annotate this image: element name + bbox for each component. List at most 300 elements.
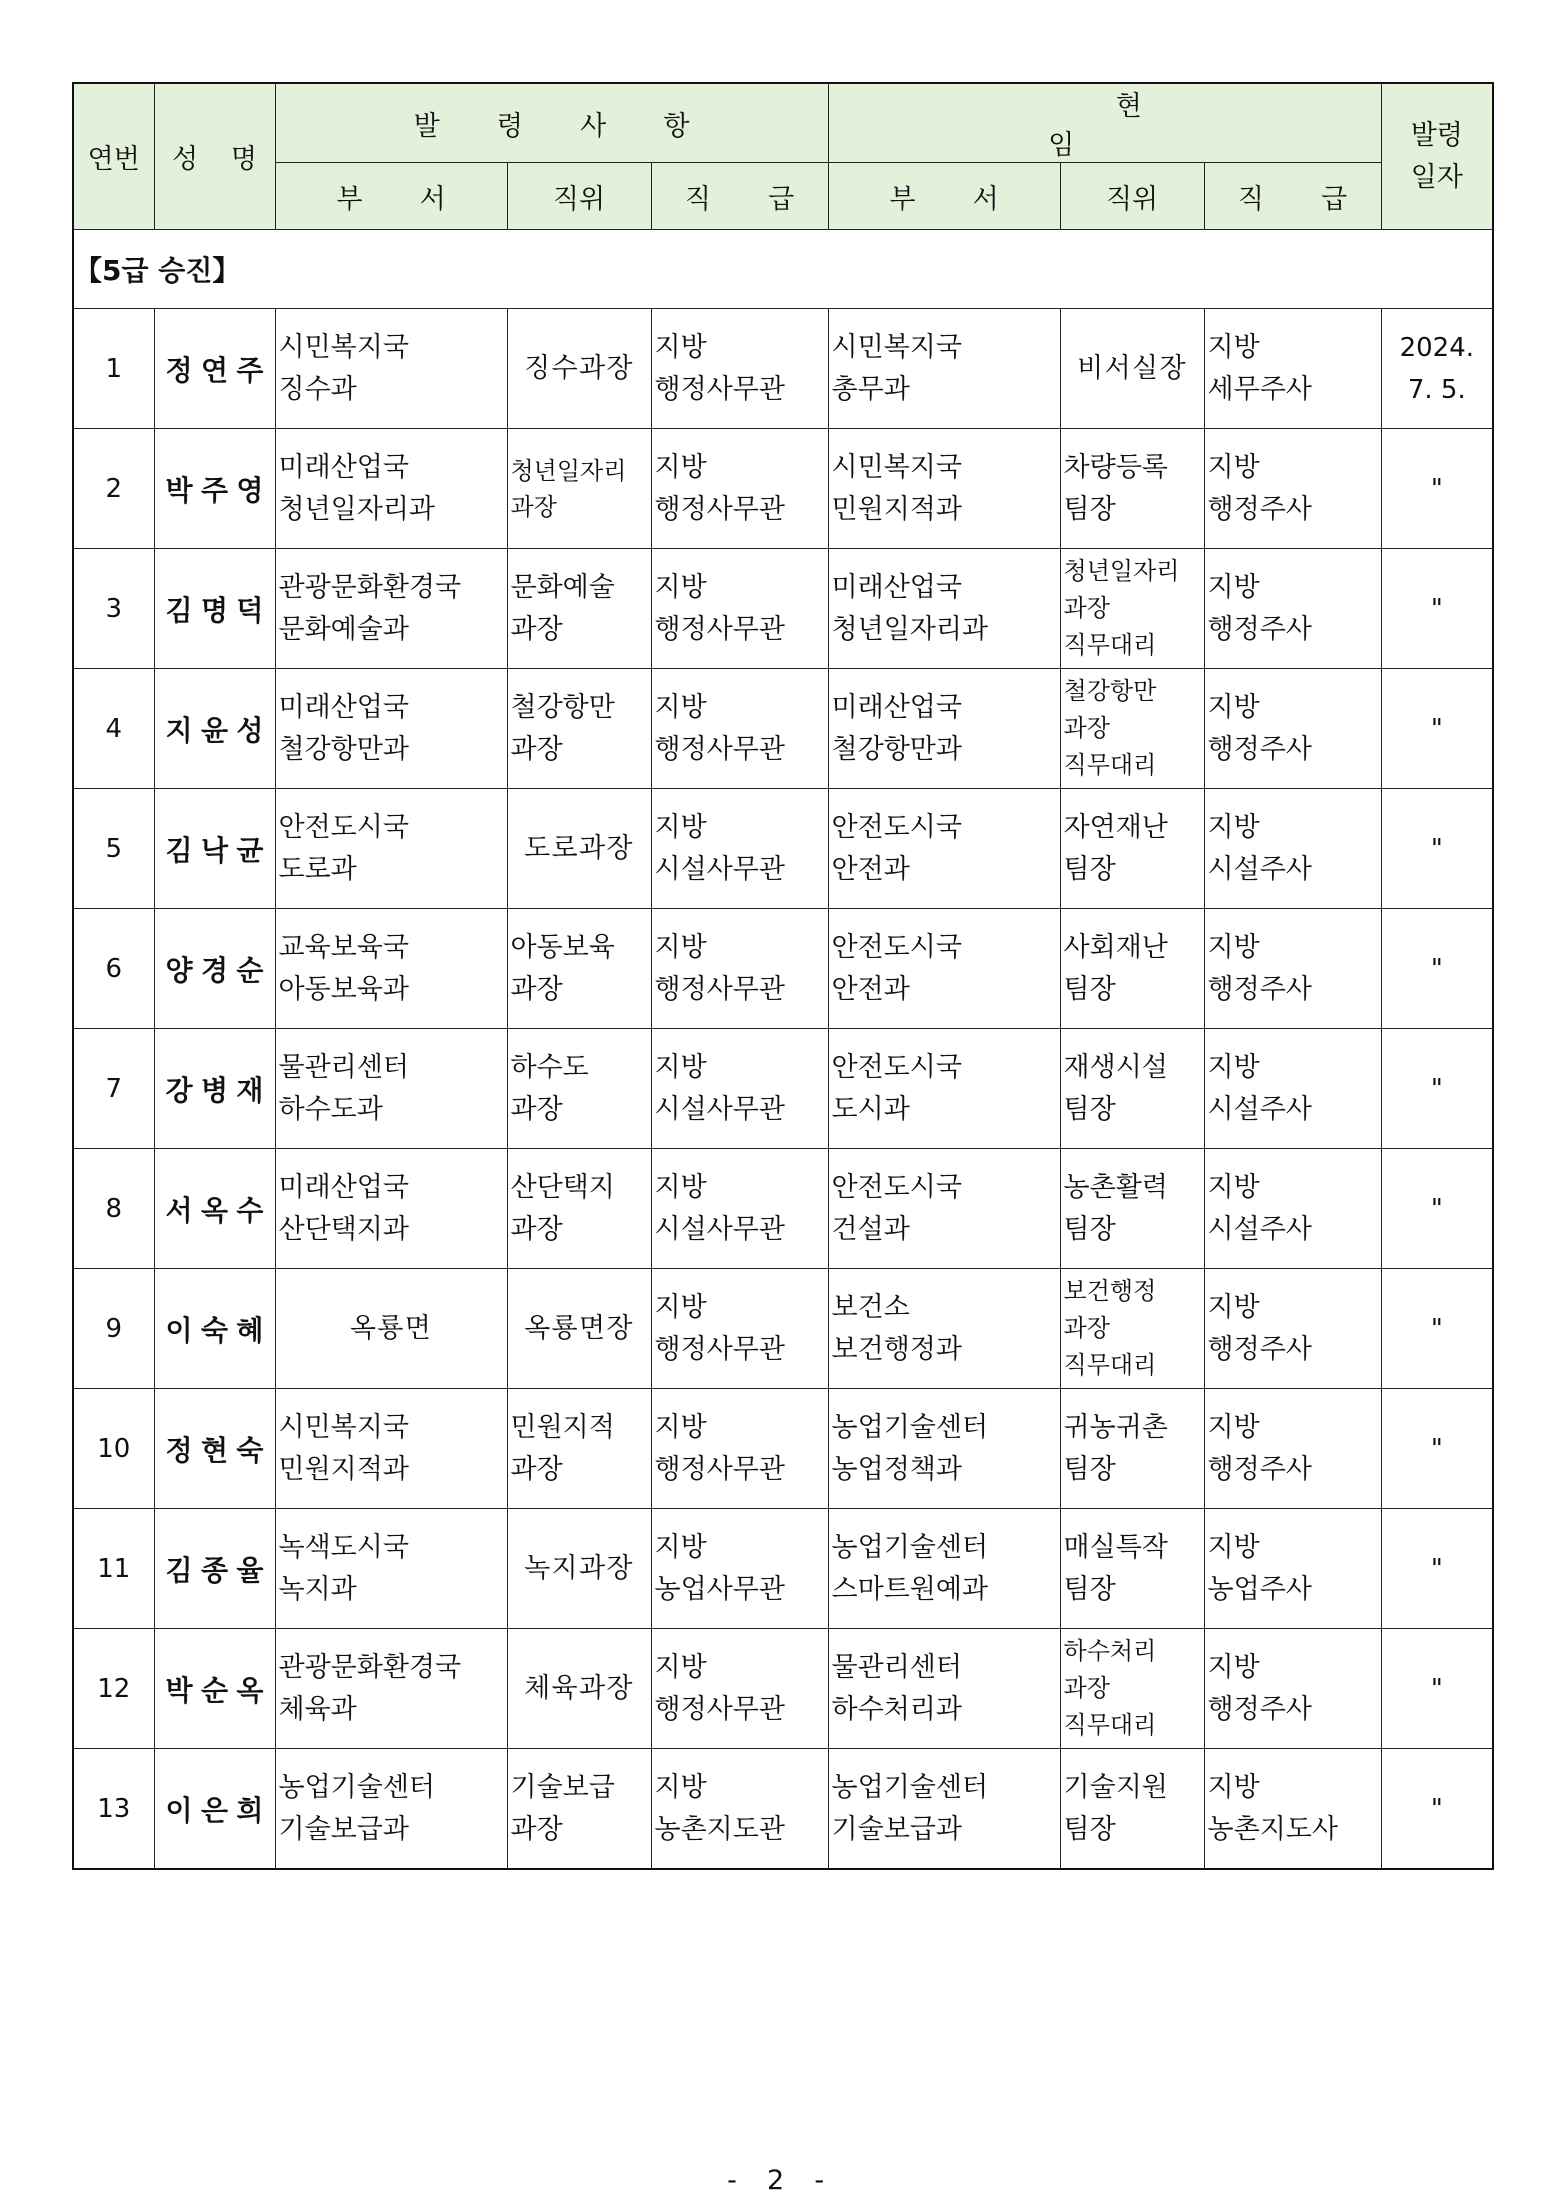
current-grade-line: 시설주사 <box>1207 1093 1312 1125</box>
new-position-line: 기술보급 <box>510 1771 615 1803</box>
new-department-line: 물관리센터 <box>278 1051 409 1083</box>
table-row <box>73 909 1493 1029</box>
table-header <box>73 83 1493 230</box>
new-department-line: 문화예술과 <box>278 613 409 645</box>
current-position-line: 팀장 <box>1063 493 1116 525</box>
appointment-date <box>1381 1269 1493 1389</box>
new-position-line: 산단택지 <box>510 1171 615 1203</box>
current-grade-line: 행정주사 <box>1207 1453 1312 1485</box>
current-grade-line: 농촌지도사 <box>1207 1813 1338 1845</box>
new-grade-line: 행정사무관 <box>654 733 785 765</box>
current-position-line: 팀장 <box>1063 1573 1116 1605</box>
header-new-position: 직위 <box>507 163 651 230</box>
current-department-line: 민원지적과 <box>831 493 962 525</box>
new-position <box>507 1149 651 1269</box>
employee-name: 지윤성 <box>154 669 275 789</box>
current-grade <box>1204 309 1381 429</box>
page-number: - 2 - <box>727 2165 835 2196</box>
new-grade-line: 농업사무관 <box>654 1573 785 1605</box>
current-department-line: 미래산업국 <box>831 691 962 723</box>
section-title: 【5급 승진】 <box>73 230 1493 309</box>
new-department-line: 관광문화환경국 <box>278 571 462 603</box>
current-grade <box>1204 1509 1381 1629</box>
row-number: 4 <box>73 669 154 789</box>
current-department-line: 시민복지국 <box>831 451 962 483</box>
current-grade-line: 행정주사 <box>1207 493 1312 525</box>
current-grade-line: 지방 <box>1207 811 1260 843</box>
new-grade-line: 지방 <box>654 451 707 483</box>
current-grade-line: 지방 <box>1207 691 1260 723</box>
new-department-line: 녹색도시국 <box>278 1531 409 1563</box>
current-department-line: 농업기술센터 <box>831 1771 989 1803</box>
new-department <box>275 1509 507 1629</box>
current-position-line: 과장 <box>1063 594 1110 622</box>
current-department-line: 스마트원예과 <box>831 1573 989 1605</box>
header-appointment: 발 령 사 항 <box>275 83 828 163</box>
current-grade-line: 시설주사 <box>1207 853 1312 885</box>
appointment-date <box>1381 1629 1493 1749</box>
appointment-date-line: 2024. <box>1399 332 1475 363</box>
new-department <box>275 309 507 429</box>
new-grade-line: 지방 <box>654 691 707 723</box>
current-department-line: 하수처리과 <box>831 1693 962 1725</box>
new-grade-line: 지방 <box>654 811 707 843</box>
new-position-line: 아동보육 <box>510 931 615 963</box>
new-department-line: 기술보급과 <box>278 1813 409 1845</box>
current-position-line: 자연재난 <box>1063 811 1168 843</box>
new-department <box>275 1629 507 1749</box>
current-position-line: 팀장 <box>1063 1093 1116 1125</box>
current-grade <box>1204 1149 1381 1269</box>
new-grade-line: 지방 <box>654 1411 707 1443</box>
table-row <box>73 1629 1493 1749</box>
new-department-line: 징수과 <box>278 373 357 405</box>
new-grade-line: 행정사무관 <box>654 613 785 645</box>
appointment-date-line: " <box>1430 1793 1443 1824</box>
header-cur-dept: 부 서 <box>828 163 1060 230</box>
new-department-line: 관광문화환경국 <box>278 1651 462 1683</box>
employee-name: 김종율 <box>154 1509 275 1629</box>
header-seq: 연번 <box>73 83 154 230</box>
employee-name: 강병재 <box>154 1029 275 1149</box>
current-position-line: 과장 <box>1063 1674 1110 1702</box>
new-grade <box>651 549 828 669</box>
current-position-line: 귀농귀촌 <box>1063 1411 1168 1443</box>
current-position-line: 과장 <box>1063 714 1110 742</box>
new-department-line: 미래산업국 <box>278 451 409 483</box>
new-department-line: 미래산업국 <box>278 1171 409 1203</box>
employee-name: 이숙혜 <box>154 1269 275 1389</box>
new-department <box>275 429 507 549</box>
new-department-line: 옥룡면 <box>349 1312 433 1344</box>
new-position-line: 과장 <box>510 1813 563 1845</box>
current-grade <box>1204 909 1381 1029</box>
new-position-line: 하수도 <box>510 1051 589 1083</box>
employee-name: 이은희 <box>154 1749 275 1870</box>
current-position <box>1060 789 1204 909</box>
new-department <box>275 1149 507 1269</box>
current-department-line: 철강항만과 <box>831 733 962 765</box>
current-grade-line: 지방 <box>1207 1171 1260 1203</box>
current-grade-line: 지방 <box>1207 1651 1260 1683</box>
row-number: 8 <box>73 1149 154 1269</box>
current-grade-line: 행정주사 <box>1207 1693 1312 1725</box>
appointment-date-line: " <box>1430 953 1443 984</box>
new-position-line: 철강항만 <box>510 691 615 723</box>
new-department-line: 시민복지국 <box>278 1411 409 1443</box>
new-department <box>275 549 507 669</box>
current-grade-line: 지방 <box>1207 931 1260 963</box>
appointment-date-line: " <box>1430 1433 1443 1464</box>
new-department <box>275 1269 507 1389</box>
current-grade-line: 행정주사 <box>1207 613 1312 645</box>
current-department-line: 안전도시국 <box>831 931 962 963</box>
new-department-line: 미래산업국 <box>278 691 409 723</box>
current-grade-line: 행정주사 <box>1207 733 1312 765</box>
current-position-line: 팀장 <box>1063 1813 1116 1845</box>
current-department <box>828 549 1060 669</box>
new-grade-line: 지방 <box>654 1171 707 1203</box>
current-grade <box>1204 1029 1381 1149</box>
current-department <box>828 1629 1060 1749</box>
appointment-date-line: " <box>1430 713 1443 744</box>
table-row <box>73 549 1493 669</box>
current-department <box>828 429 1060 549</box>
new-grade <box>651 1749 828 1870</box>
current-position-line: 직무대리 <box>1063 631 1157 659</box>
current-position <box>1060 1029 1204 1149</box>
current-position-line: 팀장 <box>1063 1213 1116 1245</box>
new-position-line: 옥룡면장 <box>524 1312 634 1344</box>
new-position-line: 문화예술 <box>510 571 615 603</box>
new-grade <box>651 1029 828 1149</box>
current-position-line: 팀장 <box>1063 853 1116 885</box>
new-department-line: 민원지적과 <box>278 1453 409 1485</box>
new-grade-line: 지방 <box>654 931 707 963</box>
current-department-line: 안전도시국 <box>831 1171 962 1203</box>
new-position-line: 체육과장 <box>524 1672 634 1704</box>
current-grade <box>1204 429 1381 549</box>
current-grade <box>1204 1389 1381 1509</box>
appointment-date <box>1381 1149 1493 1269</box>
current-department-line: 보건행정과 <box>831 1333 962 1365</box>
new-grade-line: 지방 <box>654 1771 707 1803</box>
table-row <box>73 1749 1493 1870</box>
header-new-grade: 직 급 <box>651 163 828 230</box>
header-current: 현 임 <box>828 83 1381 163</box>
current-grade <box>1204 549 1381 669</box>
appointment-date-line: " <box>1430 833 1443 864</box>
new-position <box>507 549 651 669</box>
new-position-line: 도로과장 <box>524 832 634 864</box>
new-grade <box>651 669 828 789</box>
new-grade-line: 시설사무관 <box>654 1093 785 1125</box>
new-position <box>507 429 651 549</box>
new-position-line: 과장 <box>510 492 557 521</box>
appointment-date-line: " <box>1430 473 1443 504</box>
new-position-line: 과장 <box>510 613 563 645</box>
new-grade <box>651 429 828 549</box>
row-number: 3 <box>73 549 154 669</box>
table-row <box>73 789 1493 909</box>
new-position-line: 민원지적 <box>510 1411 615 1443</box>
new-position <box>507 1269 651 1389</box>
new-position <box>507 309 651 429</box>
appointment-date <box>1381 1509 1493 1629</box>
appointment-date <box>1381 909 1493 1029</box>
appointment-date-line: " <box>1430 1673 1443 1704</box>
new-grade-line: 시설사무관 <box>654 853 785 885</box>
current-department <box>828 1509 1060 1629</box>
header-cur-grade: 직 급 <box>1204 163 1381 230</box>
new-position <box>507 669 651 789</box>
current-grade-line: 지방 <box>1207 571 1260 603</box>
current-department-line: 안전과 <box>831 973 910 1005</box>
table-row <box>73 1389 1493 1509</box>
current-grade <box>1204 669 1381 789</box>
new-department <box>275 669 507 789</box>
new-department-line: 녹지과 <box>278 1573 357 1605</box>
new-department <box>275 1389 507 1509</box>
current-department <box>828 1029 1060 1149</box>
current-department-line: 기술보급과 <box>831 1813 962 1845</box>
appointment-date <box>1381 429 1493 549</box>
new-grade <box>651 1149 828 1269</box>
header-new-dept: 부 서 <box>275 163 507 230</box>
current-position-line: 철강항만 <box>1063 677 1157 705</box>
current-position <box>1060 309 1204 429</box>
new-position-line: 녹지과장 <box>524 1552 634 1584</box>
new-department-line: 농업기술센터 <box>278 1771 435 1803</box>
appointment-date-line: " <box>1430 593 1443 624</box>
new-grade-line: 농촌지도관 <box>654 1813 785 1845</box>
new-grade <box>651 909 828 1029</box>
new-grade-line: 지방 <box>654 1531 707 1563</box>
current-department-line: 물관리센터 <box>831 1651 962 1683</box>
current-department-line: 건설과 <box>831 1213 910 1245</box>
appointment-date-line: 7. 5. <box>1407 374 1466 405</box>
current-grade-line: 농업주사 <box>1207 1573 1312 1605</box>
new-grade-line: 지방 <box>654 1291 707 1323</box>
new-department-line: 하수도과 <box>278 1093 383 1125</box>
new-position <box>507 909 651 1029</box>
new-position-line: 과장 <box>510 1213 563 1245</box>
row-number: 7 <box>73 1029 154 1149</box>
new-position-line: 과장 <box>510 1093 563 1125</box>
current-department-line: 농업기술센터 <box>831 1411 989 1443</box>
new-department <box>275 789 507 909</box>
new-department <box>275 1749 507 1870</box>
current-position <box>1060 1629 1204 1749</box>
new-grade-line: 지방 <box>654 1651 707 1683</box>
new-position <box>507 1389 651 1509</box>
row-number: 10 <box>73 1389 154 1509</box>
new-position-line: 과장 <box>510 733 563 765</box>
current-position-line: 청년일자리 <box>1063 557 1180 585</box>
current-department-line: 시민복지국 <box>831 331 962 363</box>
current-position <box>1060 1269 1204 1389</box>
current-department <box>828 669 1060 789</box>
new-grade-line: 지방 <box>654 1051 707 1083</box>
table-row <box>73 1149 1493 1269</box>
new-department-line: 교육보육국 <box>278 931 409 963</box>
current-grade-line: 지방 <box>1207 1291 1260 1323</box>
current-department <box>828 1749 1060 1870</box>
row-number: 2 <box>73 429 154 549</box>
current-position-line: 직무대리 <box>1063 751 1157 779</box>
current-grade-line: 세무주사 <box>1207 373 1312 405</box>
new-grade-line: 행정사무관 <box>654 1333 785 1365</box>
employee-name: 김낙균 <box>154 789 275 909</box>
current-grade-line: 지방 <box>1207 1411 1260 1443</box>
header-cur-position: 직위 <box>1060 163 1204 230</box>
row-number: 1 <box>73 309 154 429</box>
current-position <box>1060 549 1204 669</box>
current-position <box>1060 1149 1204 1269</box>
employee-name: 양경순 <box>154 909 275 1029</box>
employee-name: 박순옥 <box>154 1629 275 1749</box>
employee-name: 김명덕 <box>154 549 275 669</box>
new-department-line: 안전도시국 <box>278 811 409 843</box>
current-position-line: 차량등록 <box>1063 451 1168 483</box>
current-department <box>828 1389 1060 1509</box>
new-position-line: 과장 <box>510 1453 563 1485</box>
current-department-line: 도시과 <box>831 1093 910 1125</box>
new-position-line: 청년일자리 <box>510 456 627 485</box>
appointment-date-line: " <box>1430 1553 1443 1584</box>
appointment-date <box>1381 1749 1493 1870</box>
new-grade-line: 행정사무관 <box>654 1453 785 1485</box>
appointment-date <box>1381 1389 1493 1509</box>
current-position <box>1060 1509 1204 1629</box>
header-date: 발령 일자 <box>1381 83 1493 230</box>
current-grade-line: 시설주사 <box>1207 1213 1312 1245</box>
current-grade <box>1204 1269 1381 1389</box>
current-position <box>1060 669 1204 789</box>
new-department-line: 아동보육과 <box>278 973 409 1005</box>
header-name: 성 명 <box>154 83 275 230</box>
current-position-line: 재생시설 <box>1063 1051 1168 1083</box>
current-department-line: 안전과 <box>831 853 910 885</box>
new-department <box>275 909 507 1029</box>
row-number: 11 <box>73 1509 154 1629</box>
table-row <box>73 1509 1493 1629</box>
current-department-line: 보건소 <box>831 1291 910 1323</box>
table-body <box>73 230 1493 1870</box>
new-grade-line: 시설사무관 <box>654 1213 785 1245</box>
new-grade <box>651 1389 828 1509</box>
current-department <box>828 909 1060 1029</box>
employee-name: 정연주 <box>154 309 275 429</box>
employee-name: 박주영 <box>154 429 275 549</box>
current-department <box>828 1269 1060 1389</box>
new-grade-line: 지방 <box>654 331 707 363</box>
appointment-date-line: " <box>1430 1313 1443 1344</box>
new-position <box>507 1029 651 1149</box>
current-position <box>1060 429 1204 549</box>
row-number: 6 <box>73 909 154 1029</box>
current-department-line: 청년일자리과 <box>831 613 989 645</box>
new-department-line: 산단택지과 <box>278 1213 409 1245</box>
current-position-line: 보건행정 <box>1063 1277 1157 1305</box>
current-position-line: 직무대리 <box>1063 1351 1157 1379</box>
current-department-line: 총무과 <box>831 373 910 405</box>
new-grade-line: 행정사무관 <box>654 373 785 405</box>
current-position-line: 농촌활력 <box>1063 1171 1168 1203</box>
current-position-line: 과장 <box>1063 1314 1110 1342</box>
current-department-line: 농업기술센터 <box>831 1531 989 1563</box>
new-position <box>507 1509 651 1629</box>
appointment-date <box>1381 309 1493 429</box>
current-grade-line: 지방 <box>1207 331 1260 363</box>
new-position <box>507 1629 651 1749</box>
table-row <box>73 309 1493 429</box>
current-department-line: 안전도시국 <box>831 811 962 843</box>
current-grade-line: 지방 <box>1207 1051 1260 1083</box>
new-department-line: 시민복지국 <box>278 331 409 363</box>
row-number: 5 <box>73 789 154 909</box>
current-position-line: 하수처리 <box>1063 1637 1157 1665</box>
current-position-line: 매실특작 <box>1063 1531 1168 1563</box>
current-position <box>1060 1389 1204 1509</box>
row-number: 13 <box>73 1749 154 1870</box>
appointment-date-line: " <box>1430 1073 1443 1104</box>
current-grade <box>1204 1629 1381 1749</box>
employee-name: 서옥수 <box>154 1149 275 1269</box>
current-position-line: 직무대리 <box>1063 1711 1157 1739</box>
new-grade <box>651 1629 828 1749</box>
current-position <box>1060 909 1204 1029</box>
new-grade-line: 행정사무관 <box>654 1693 785 1725</box>
table-row <box>73 429 1493 549</box>
current-department-line: 안전도시국 <box>831 1051 962 1083</box>
appointment-date <box>1381 1029 1493 1149</box>
current-grade-line: 지방 <box>1207 1771 1260 1803</box>
current-department <box>828 789 1060 909</box>
new-position <box>507 1749 651 1870</box>
current-position-line: 사회재난 <box>1063 931 1168 963</box>
current-department-line: 농업정책과 <box>831 1453 962 1485</box>
employee-name: 정현숙 <box>154 1389 275 1509</box>
current-position <box>1060 1749 1204 1870</box>
current-department <box>828 309 1060 429</box>
appointment-date <box>1381 669 1493 789</box>
new-grade-line: 행정사무관 <box>654 493 785 525</box>
new-grade <box>651 789 828 909</box>
table-row <box>73 669 1493 789</box>
current-position-line: 기술지원 <box>1063 1771 1168 1803</box>
current-position-line: 팀장 <box>1063 1453 1116 1485</box>
row-number: 12 <box>73 1629 154 1749</box>
appointment-date <box>1381 789 1493 909</box>
table-row <box>73 1269 1493 1389</box>
row-number: 9 <box>73 1269 154 1389</box>
new-department-line: 철강항만과 <box>278 733 409 765</box>
new-department-line: 청년일자리과 <box>278 493 435 525</box>
new-position-line: 징수과장 <box>524 352 634 384</box>
current-department <box>828 1149 1060 1269</box>
new-department <box>275 1029 507 1149</box>
table-row <box>73 1029 1493 1149</box>
new-grade-line: 지방 <box>654 571 707 603</box>
new-grade <box>651 1269 828 1389</box>
current-grade-line: 지방 <box>1207 1531 1260 1563</box>
current-grade-line: 지방 <box>1207 451 1260 483</box>
current-grade <box>1204 789 1381 909</box>
new-department-line: 체육과 <box>278 1693 357 1725</box>
new-department-line: 도로과 <box>278 853 357 885</box>
current-grade-line: 행정주사 <box>1207 1333 1312 1365</box>
